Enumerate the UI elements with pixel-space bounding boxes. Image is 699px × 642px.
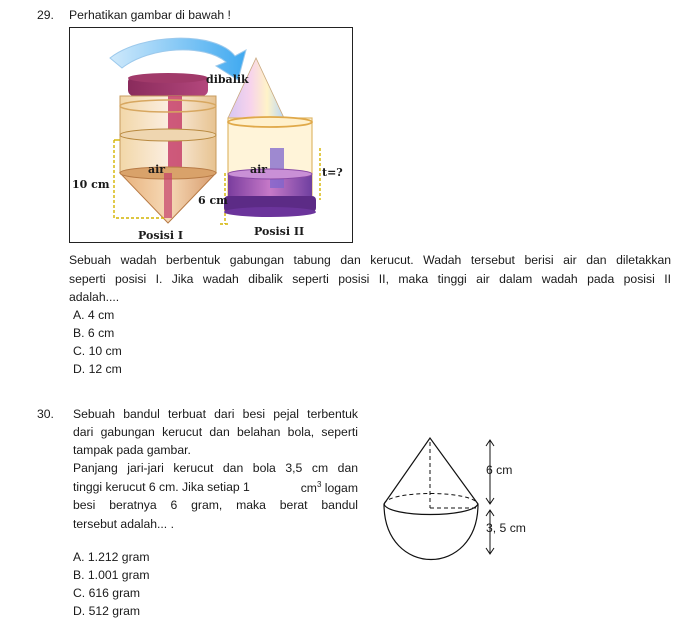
option-text: 6 cm	[87, 326, 115, 340]
option-letter: A.	[73, 550, 85, 564]
q30-option-c[interactable]	[73, 586, 140, 600]
q30-unit: $cm^3$ logam	[300, 480, 358, 496]
q30-text-line-3: tampak pada gambar.	[73, 443, 191, 457]
q30-figure-svg	[368, 428, 518, 573]
q29-figure-svg	[70, 28, 353, 243]
label-6cm: 6 cm	[486, 463, 513, 477]
q30-option-b[interactable]	[73, 568, 150, 582]
q29-text-line-3: adalah....	[69, 290, 120, 304]
q29-text-line-2: seperti posisi I. Jika wadah dibalik seperti posisi II, maka tinggi air dalam wadah pada posisi II	[69, 272, 671, 286]
q30-text-line-1: Sebuah bandul terbuat dari besi pejal terbentuk	[73, 407, 358, 421]
option-text: 10 cm	[88, 344, 122, 358]
label-air-right: air	[250, 163, 268, 176]
q30-text-line-6: besi beratnya 6 gram, maka berat bandul	[73, 498, 358, 512]
base-back	[384, 494, 478, 505]
q30-text-line-5	[73, 480, 358, 495]
option-text: 12 cm	[88, 362, 122, 376]
base-front	[384, 504, 478, 515]
option-letter: B.	[73, 568, 85, 582]
option-text: 1.212 gram	[87, 550, 150, 564]
label-posisi-1: Posisi I	[138, 229, 184, 242]
option-text: 4 cm	[87, 308, 115, 322]
option-letter: C.	[73, 344, 86, 358]
option-letter: D.	[73, 362, 86, 376]
q30-figure	[368, 428, 526, 573]
q30-text-line-2: dari gabungan kerucut dan belahan bola, seperti	[73, 425, 358, 439]
q30-text-line-4: Panjang jari-jari kerucut dan bola 3,5 cm dan	[73, 461, 358, 475]
q30-line5-text: tinggi kerucut 6 cm. Jika setiap 1	[73, 480, 250, 494]
label-10cm: 10 cm	[72, 178, 110, 191]
label-t: t=?	[322, 166, 343, 179]
hemisphere	[384, 504, 478, 560]
label-dibalik: dibalik	[206, 73, 249, 86]
option-letter: D.	[73, 604, 86, 618]
q30-option-d[interactable]	[73, 604, 140, 618]
q29-option-a[interactable]	[73, 308, 114, 322]
option-text: 616 gram	[88, 586, 141, 600]
q29-option-d[interactable]	[73, 362, 122, 376]
option-text: 512 gram	[88, 604, 141, 618]
q29-figure	[69, 27, 353, 243]
label-air-left: air	[148, 163, 166, 176]
q29-option-c[interactable]	[73, 344, 122, 358]
q29-number: 29.	[37, 8, 54, 22]
option-letter: A.	[73, 308, 85, 322]
q29-option-b[interactable]	[73, 326, 114, 340]
cone-outline	[384, 438, 478, 504]
option-text: 1.001 gram	[87, 568, 150, 582]
q30-text-line-7: tersebut adalah... .	[73, 517, 174, 531]
label-posisi-2: Posisi II	[254, 225, 305, 238]
q30-number: 30.	[37, 407, 54, 421]
option-letter: B.	[73, 326, 85, 340]
q30-option-a[interactable]	[73, 550, 150, 564]
option-letter: C.	[73, 586, 86, 600]
label-6cm: 6 cm	[198, 194, 228, 207]
label-3-5cm: 3, 5 cm	[486, 521, 526, 535]
q29-prompt: Perhatikan gambar di bawah !	[69, 8, 231, 22]
q29-text-line-1: Sebuah wadah berbentuk gabungan tabung dan kerucut. Wadah tersebut berisi air dan diletakkan	[69, 253, 671, 267]
